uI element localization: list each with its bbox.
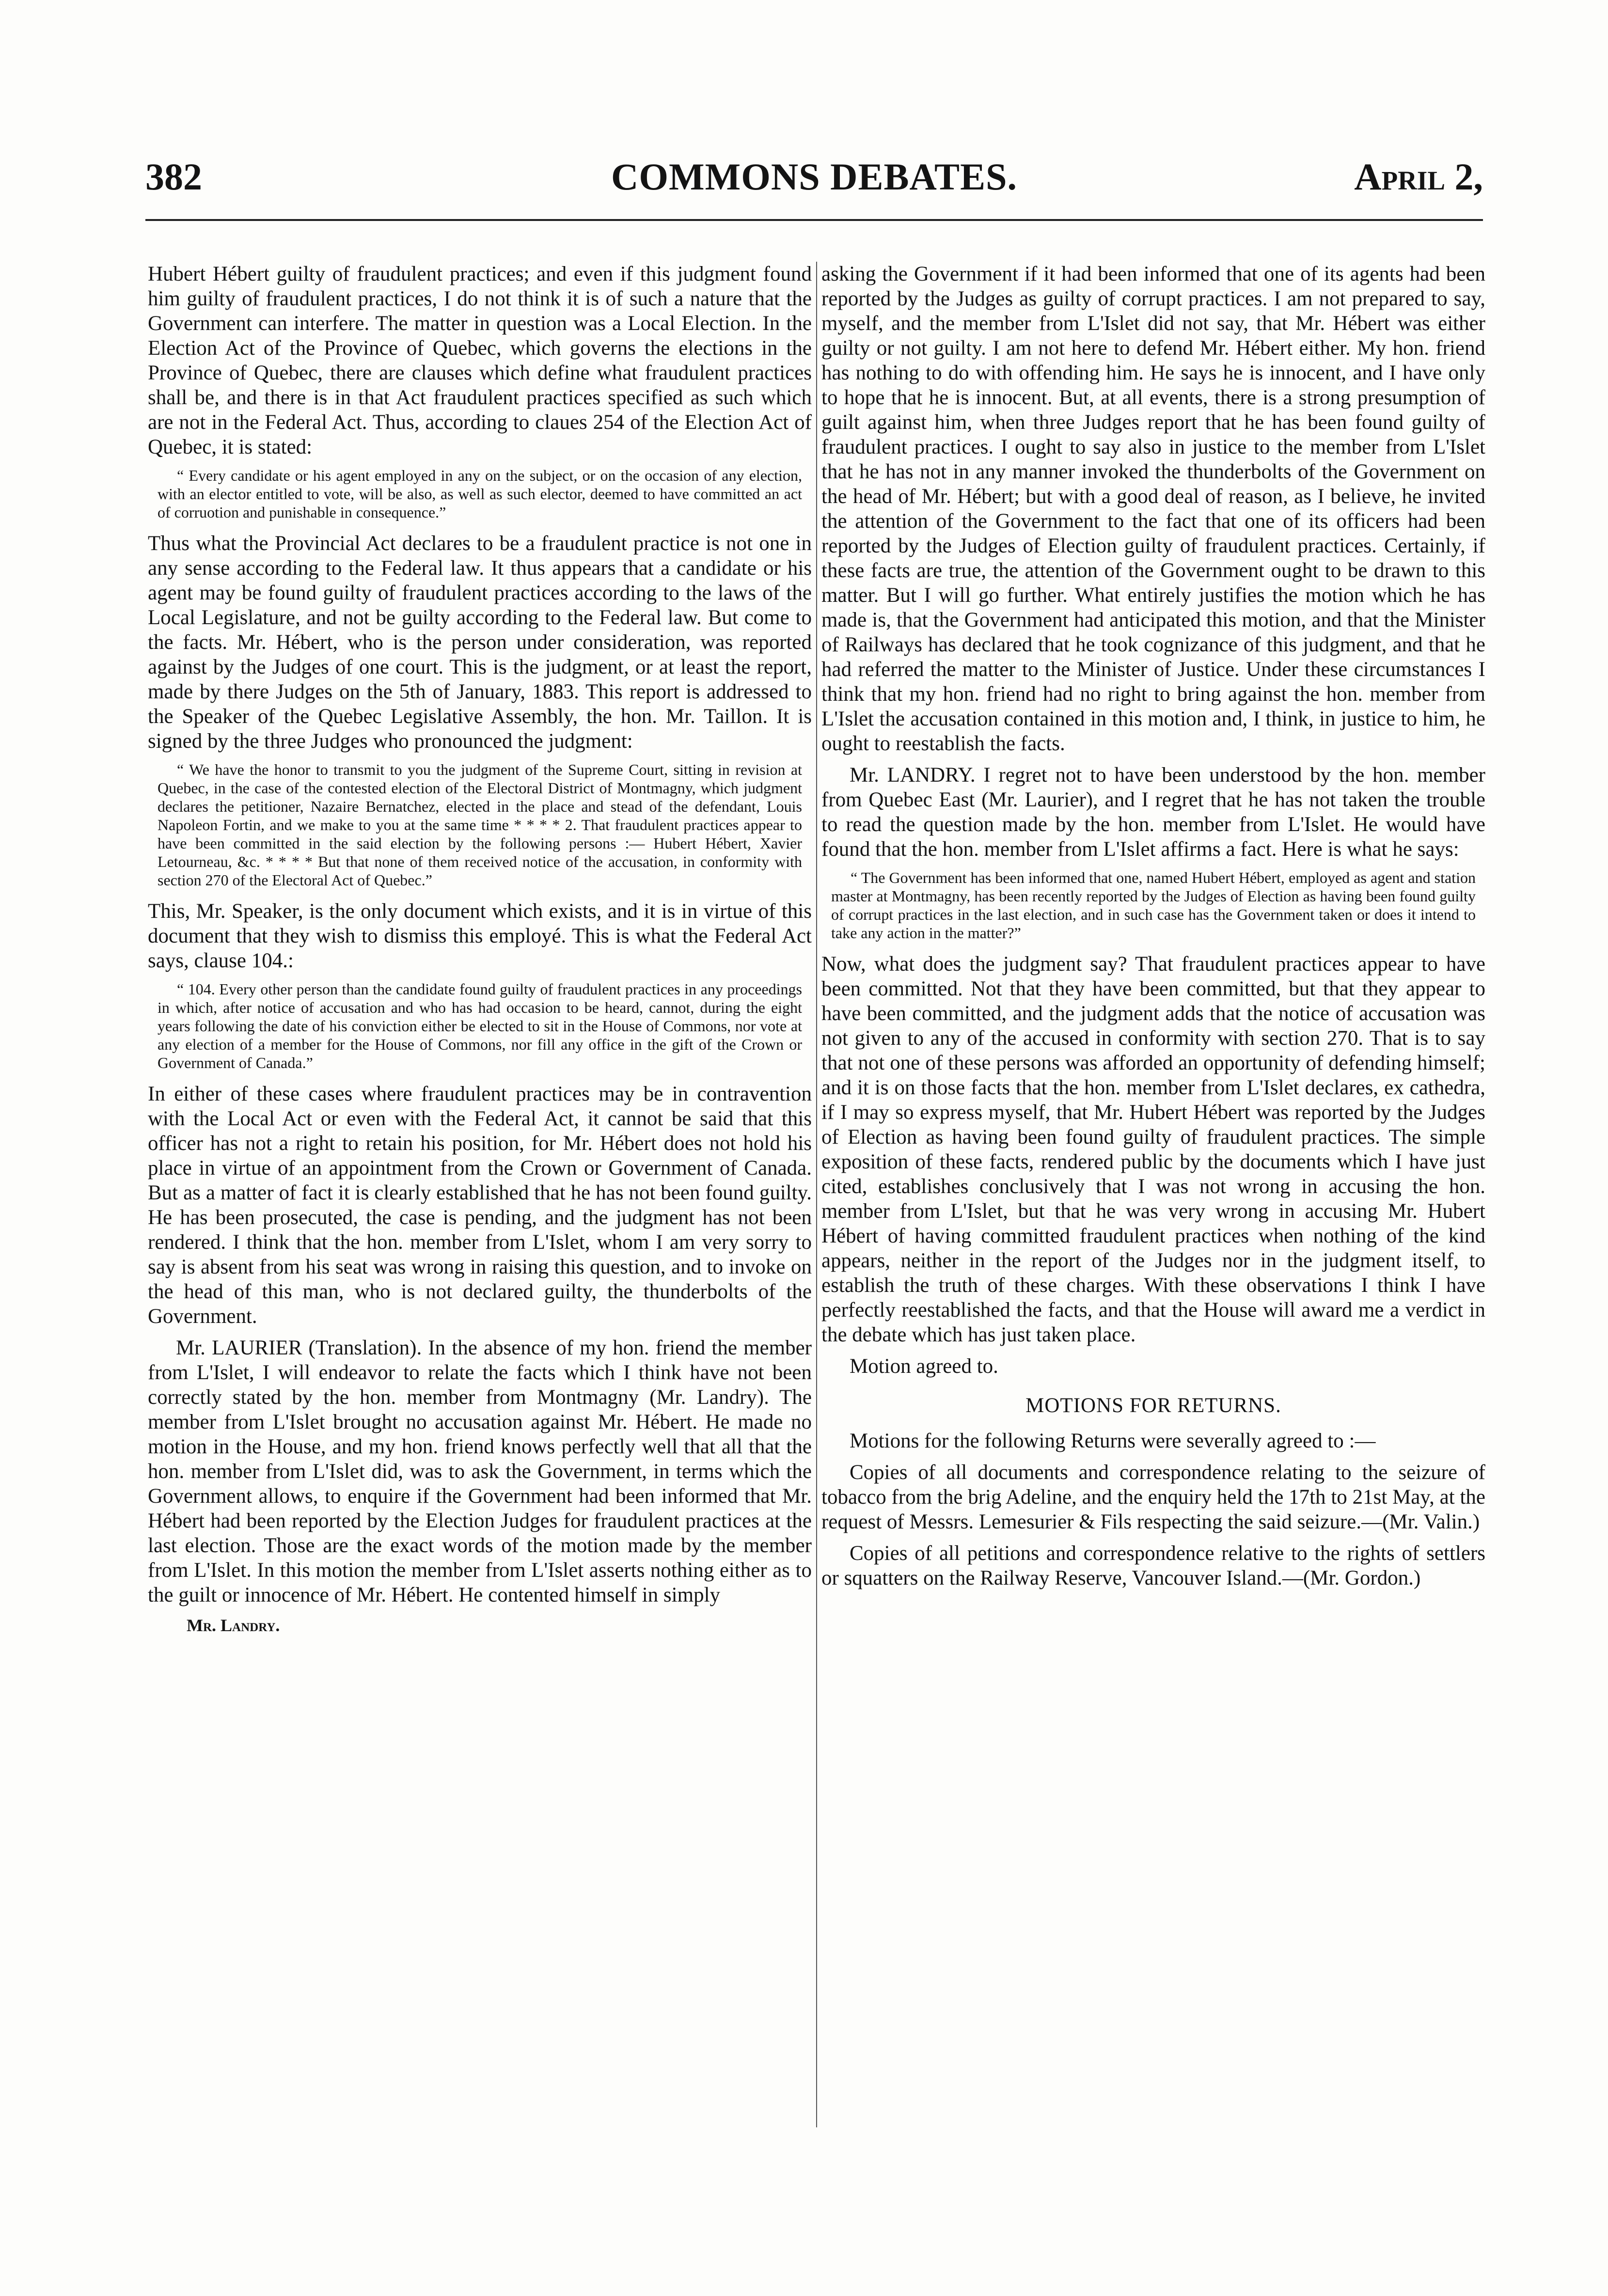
quote-text: “ We have the honor to transmit to you the judgment of the Supreme Court, sitting in revision at Quebec, in the case of the contested election of the Electoral District of Montmagny, which judgment declares the petitioner, Nazaire Bernatchez, elected in the place and stead of the defendant, Louis Napoleon Fortin, and we make to you at the same time * * * * 2. That fraudulent practices appear to have been committed in the said election by the following persons :— Hubert Hébert, Xavier Letourneau, &c. * * * * But that none of them received notice of the accusation, in conformity with section 270 of the Electoral Act of Quebec.”	[158, 761, 802, 889]
paragraph: Mr. LAURIER (Translation). In the absence of my hon. friend the member from L'Islet, I will endeavor to relate the facts which I think have not been correctly stated by the hon. member from Montmagny (Mr. Landry). The member from L'Islet brought no accusation against Mr. Hébert. He made no motion in the House, and my hon. friend knows perfectly well that all that the hon. member from L'Islet did, was to ask the Government, in terms which the Government allows, to enquire if the Government had been informed that Mr. Hébert had been reported by the Election Judges for fraudulent practices at the last election. Those are the exact words of the motion made by the member from L'Islet. In this motion the member from L'Islet asserts nothing either as to the guilt or innocence of Mr. Hébert. He contented himself in simply	[148, 1337, 812, 1606]
speaker-footer: Mr. Landry.	[187, 1616, 280, 1635]
column-divider	[816, 262, 817, 2127]
block-quote	[158, 980, 802, 1072]
page-date: April 2,	[1354, 156, 1483, 198]
paragraph: Thus what the Provincial Act declares to be a fraudulent practice is not one in any sense according to the Federal law. It thus appears that a candidate or his agent may be found guilty of fraudulent practices according to the laws of the Local Legislature, and not be guilty according to the Federal law. But come to the facts. Mr. Hébert, who is the person under consideration, was reported against by the Judges of one court. This is the judgment, or at least the report, made by there Judges on the 5th of January, 1883. This report is addressed to the Speaker of the Quebec Legislative Assembly, the hon. Mr. Taillon. It is signed by the three Judges who pronounced the judgment:	[148, 532, 812, 753]
paragraph: asking the Government if it had been informed that one of its agents had been reported by the Judges as guilty of corrupt practices. I am not prepared to say, myself, and the member from L'Islet did not say, that Mr. Hébert was either guilty or not guilty. I am not here to defend Mr. Hébert either. My hon. friend has nothing to do with offending him. He says he is innocent, and I have only to hope that he is innocent. But, at all events, there is a strong presumption of guilt against him, when three Judges report that he has been found guilty of fraudulent practices. I ought to say also in justice to the member from L'Islet that he has not in any manner invoked the thunderbolts of the Government on the head of Mr. Hébert; but with a good deal of reason, as I believe, he invited the attention of the Government to the fact that one of its officers had been reported by the Judges of Election guilty of fraudulent practices. Certainly, if these facts are true, the attention of the Government ought to be drawn to this matter. But I will go further. What entirely justifies the motion which he has made is, that the Government had anticipated this motion, and that the Minister of Railways has declared that he took cognizance of this judgment, and that he had referred the matter to the Minister of Justice. Under these circumstances I think that my hon. friend had no right to bring against the hon. member from L'Islet the accusation contained in this motion and, I think, in justice to him, he ought to reestablish the facts.	[821, 263, 1485, 755]
paragraph: Copies of all documents and correspondence relating to the seizure of tobacco from the brig Adeline, and the enquiry held the 17th to 21st May, at the request of Messrs. Lemesurier & Fils respecting the said seizure.—(Mr. Valin.)	[821, 1461, 1485, 1533]
section-heading: MOTIONS FOR RETURNS.	[1025, 1394, 1281, 1417]
quote-text: “ Every candidate or his agent employed in any on the subject, or on the occasion of any election, with an elector entitled to vote, will be also, as well as such elector, deemed to have committed an act of corruotion and punishable in consequence.”	[158, 467, 802, 521]
right-column	[821, 262, 1485, 1597]
page-title: COMMONS DEBATES.	[611, 156, 1017, 198]
paragraph: Hubert Hébert guilty of fraudulent practices; and even if this judgment found him guilty of fraudulent practices, I do not think it is of such a nature that the Government can interfere. The matter in question was a Local Election. In the Election Act of the Province of Quebec, which governs the elections in the Province of Quebec, there are clauses which define what fraudulent practices shall be, and there is in that Act fraudulent practices specified as such which are not in the Federal Act. Thus, according to claues 254 of the Election Act of Quebec, it is stated:	[148, 263, 812, 458]
page-number: 382	[145, 156, 202, 198]
paragraph: Mr. LANDRY. I regret not to have been understood by the hon. member from Quebec East (Mr. Laurier), and I regret that he has not taken the trouble to read the question made by the hon. member from L'Islet. He would have found that the hon. member from L'Islet affirms a fact. Here is what he says:	[821, 764, 1485, 861]
paragraph: Motions for the following Returns were severally agreed to :—	[850, 1430, 1376, 1452]
paragraph: In either of these cases where fraudulent practices may be in contravention with the Local Act or even with the Federal Act, it cannot be said that this officer has not a right to retain his position, for Mr. Hébert does not hold his place in virtue of an appointment from the Crown or Government of Canada. But as a matter of fact it is clearly established that he has not been found guilty. He has been prosecuted, the case is pending, and the judgment has not been rendered. I think that the hon. member from L'Islet, whom I am very sorry to say is absent from his seat was wrong in raising this question, and to invoke on the head of this man, who is not declared guilty, the thunderbolts of the Government.	[148, 1083, 812, 1328]
block-quote	[158, 760, 802, 889]
paragraph: Now, what does the judgment say? That fraudulent practices appear to have been committed. Not that they have been committed, but that they appear to have been committed, and the judgment adds that the notice of accusation was not given to any of the accused in conformity with section 270. That is to say that not one of these persons was afforded an opportunity of defending himself; and it is on those facts that the hon. member from L'Islet declares, ex cathedra, if I may so express myself, that Mr. Hubert Hébert was reported by the Judges of Election as having been found guilty of fraudulent practices. The simple exposition of these facts, rendered public by the documents which I have just cited, establishes conclusively that I was not wrong in accusing the hon. member from L'Islet, but that he was very wrong in accusing Mr. Hubert Hébert of having committed fraudulent practices when nothing of the kind appears, neither in the report of the Judges nor in the judgment itself, to establish the truth of these charges. With these observations I think I have perfectly reestablished the facts, and that the House will award me a verdict in the debate which has just taken place.	[821, 953, 1485, 1346]
block-quote	[831, 868, 1476, 942]
quote-text: “ 104. Every other person than the candidate found guilty of fraudulent practices in any proceedings in which, after notice of accusation and who has had occasion to be heard, cannot, during the eight years following the date of his conviction either be elected to sit in the House of Commons, nor vote at any election of a member for the House of Commons, nor fill any office in the gift of the Crown or Government of Canada.”	[158, 980, 802, 1071]
paragraph: This, Mr. Speaker, is the only document which exists, and it is in virtue of this document that they wish to dismiss this employé. This is what the Federal Act says, clause 104.:	[148, 900, 812, 972]
left-column	[148, 262, 812, 1636]
quote-text: “ The Government has been informed that one, named Hubert Hébert, employed as agent and station master at Montmagny, has been recently reported by the Judges of Election as having been found guilty of corrupt practices in the last election, and in such case has the Government taken or does it intend to take any action in the matter?”	[831, 869, 1476, 942]
block-quote	[158, 466, 802, 521]
paragraph: Motion agreed to.	[850, 1355, 998, 1378]
page-header	[145, 155, 1483, 223]
header-rule	[145, 219, 1483, 221]
paragraph: Copies of all petitions and correspondence relative to the rights of settlers or squatters on the Railway Reserve, Vancouver Island.—(Mr. Gordon.)	[821, 1542, 1485, 1589]
